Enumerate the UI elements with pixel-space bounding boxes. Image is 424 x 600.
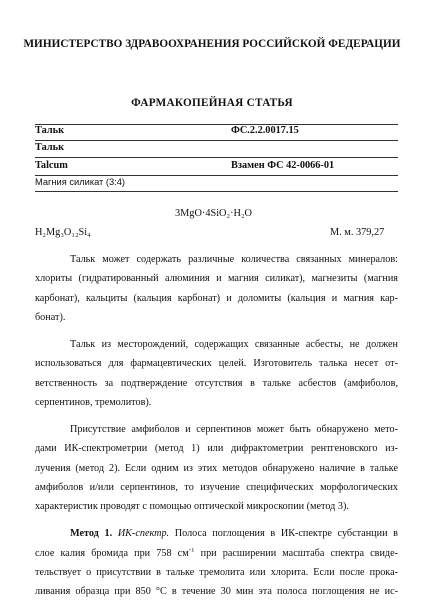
method1-second-line — [35, 548, 398, 560]
synonym: Магния силикат (3:4) — [35, 177, 126, 187]
name-russian: Тальк — [35, 125, 65, 136]
text-line: Тальк может содержать различные количества связанных минералов: — [70, 254, 398, 265]
header-rule-1 — [35, 140, 398, 141]
text-fragment: при расширении масштаба спектра свиде- — [200, 548, 398, 559]
text-fragment: Полоса поглощения в ИК-спектре субстанции в — [174, 528, 398, 539]
structural-formula: 3MgO·4SiO₂·H₂O — [175, 208, 252, 219]
text-line: дами ИК-спектрометрии (метод 1) или дифрактометрии рентгеновского из- — [35, 443, 398, 454]
wavenumber-exponent: -1 — [188, 548, 195, 554]
text-line: карбонат), кальциты (кальция карбонат) и доломиты (кальция и магния кар- — [35, 293, 398, 304]
method1-name: ИК-спектр. — [117, 528, 170, 539]
text-line: использоваться для фармацевтических целей. Изготовитель талька несет от- — [35, 358, 398, 369]
text-fragment: слое калия бромида при 758 см — [35, 548, 189, 559]
text-line: Тальк из месторождений, содержащих связанные асбесты, не должен — [70, 339, 398, 350]
name-russian-alt: Тальк — [35, 142, 65, 153]
ministry-heading: МИНИСТЕРСТВО ЗДРАВООХРАНЕНИЯ РОССИЙСКОЙ ФЕДЕРАЦИИ — [23, 38, 401, 50]
replaces-note: Взамен ФС 42-0066-01 — [231, 160, 335, 171]
method1-label: Метод 1. — [70, 528, 113, 539]
text-line: лучения (метод 2). Если одним из этих методов обнаружено наличие в тальке — [35, 463, 398, 474]
text-line: характеристик проводят с помощью оптической микроскопии (метод 3). — [35, 501, 349, 512]
text-line: хлориты (гидратированный алюминия и магния силикат), магнезиты (магния — [35, 273, 398, 284]
name-latin: Talcum — [35, 160, 68, 171]
text-line: тельствует о присутствии в тальке тремолита или хлорита. Если после прока- — [35, 567, 398, 578]
text-line: Присутствие амфиболов и серпентинов может быть обнаружено мето- — [70, 424, 398, 435]
header-rule-top — [35, 124, 398, 125]
text-line: бонат). — [35, 312, 66, 323]
text-line: амфиболов и/или серпентинов, то изучение специфических морфологических — [35, 482, 398, 493]
method1-first-line — [35, 528, 398, 540]
empirical-formula: H₂Mg₃O₁₂Si₄ — [35, 227, 91, 238]
text-line: серпентинов, тремолитов). — [35, 397, 152, 408]
header-rule-bottom — [35, 191, 398, 192]
document-title: ФАРМАКОПЕЙНАЯ СТАТЬЯ — [131, 97, 293, 109]
text-line: ливания образца при 850 °С в течение 30 мин эта полоса поглощения не ис- — [35, 586, 398, 597]
header-rule-2 — [35, 157, 398, 158]
article-code: ФС.2.2.0017.15 — [231, 125, 299, 136]
header-rule-3 — [35, 175, 398, 176]
molecular-mass: М. м. 379,27 — [330, 227, 385, 238]
text-line: ветственность за подтверждение отсутствия в тальке асбестов (амфиболов, — [35, 378, 398, 389]
